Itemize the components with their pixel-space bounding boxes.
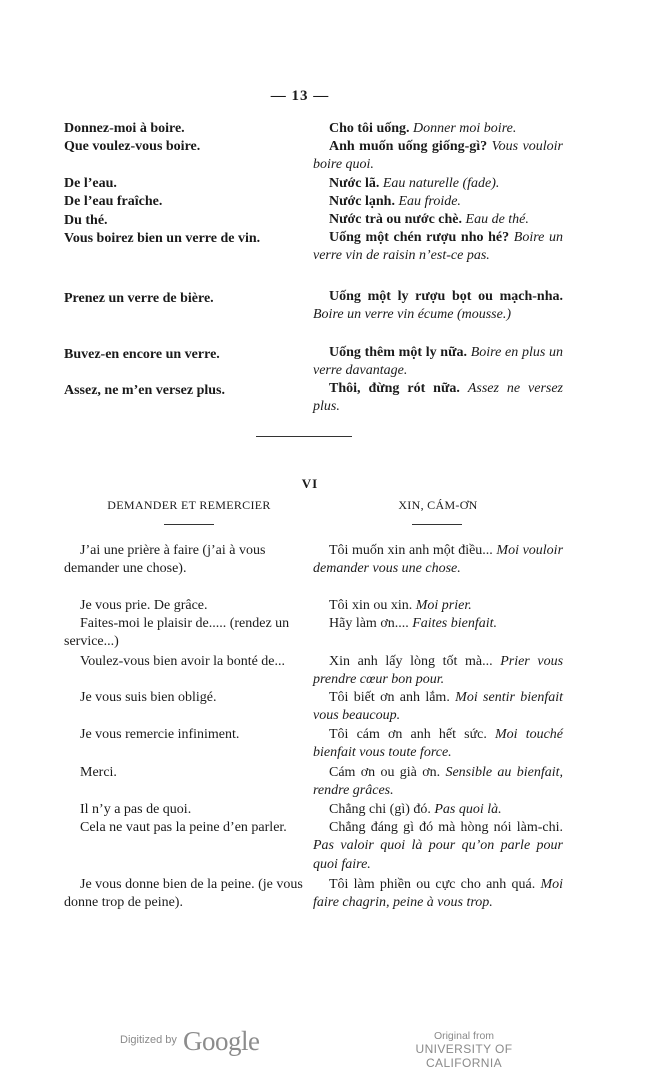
vn-entry: Tôi làm phiền ou cực cho anh quá. Moi faire chagrin, peine à vous trop. [313,877,563,911]
vn-entry: Hãy làm ơn.... Faites bienfait. [329,616,497,631]
section-number: VI [301,476,319,491]
french-line: Vous boirez bien un verre de vin. [64,230,261,246]
french-entry: Faites-moi le plaisir de..... (rendez un service...) [64,616,290,650]
vn-entry: Thôi, đừng rót nữa. Assez ne versez plus. [313,381,563,415]
vn-entry: Nước trà ou nước chè. Eau de thé. [329,212,529,227]
vn-entry: Xin anh lấy lòng tốt mà... Prier vous prendre cœur bon pour. [313,654,564,688]
heading-french: DEMANDER ET REMERCIER [107,498,271,512]
vn-entry: Tôi biết ơn anh lắm. Moi sentir bienfait vous beaucoup. [313,690,564,724]
vn-entry: Uống một ly rượu bọt ou mạch-nha. Boire un verre vin écume (mousse.) [313,289,563,323]
university-label: UNIVERSITY OF CALIFORNIA [415,1042,513,1070]
heading-vietnamese: XIN, CÁM-ƠN [398,498,478,512]
page-number: — 13 — [270,88,330,104]
vn-entry: Uống thêm một ly nữa. Boire en plus un verre davantage. [313,345,564,379]
vn-entry: Tôi muốn xin anh một điều... Moi vouloir demander vous une chose. [313,543,564,577]
french-entry: Je vous suis bien obligé. [80,690,217,705]
section1-french-column [64,120,314,157]
original-from-label: Original from [433,1030,495,1042]
digitized-by-label: Digitized by [120,1034,177,1046]
french-entry: Je vous prie. De grâce. [80,598,208,613]
vn-entry: Chẳng đáng gì đó mà hòng nói làm-chi. Pas valoir quoi là pour qu’on parle pour quoi faire. [313,820,563,872]
google-logo: Google [183,1026,260,1056]
vn-entry: Uống một chén rượu nho hé? Boire un verre vin de raisin n’est-ce pas. [313,230,564,264]
section1-french-group [64,175,314,248]
french-line: Que voulez-vous boire. [64,139,201,155]
french-line: De l’eau fraîche. [64,194,163,210]
vn-entry: Tôi xin ou xin. Moi prier. [329,598,472,613]
vn-entry: Nước lạnh. Eau froide. [329,194,461,209]
vn-entry: Chẳng chi (gì) đó. Pas quoi là. [329,802,502,817]
french-entry: J’ai une prière à faire (j’ai à vous demander une chose). [64,543,266,577]
french-entry: Merci. [80,765,117,780]
french-line: Donnez-moi à boire. [64,121,185,136]
french-entry: Je vous remercie infiniment. [80,727,240,742]
french-line: Assez, ne m’en versez plus. [64,383,225,398]
original-from-block [379,1030,549,1070]
vn-entry: Anh muốn uống giống-gì? Vous vouloir boire quoi. [313,139,564,173]
section-divider [256,436,352,437]
french-line: De l’eau. [64,176,117,191]
french-line: Prenez un verre de bière. [64,291,214,306]
french-entry: Voulez-vous bien avoir la bonté de... [80,654,286,669]
vn-entry: Cám ơn ou già ơn. Sensible au bienfait, rendre grâces. [313,765,564,799]
french-line: Buvez-en encore un verre. [64,347,220,362]
french-line: Du thé. [64,212,108,228]
french-entry: Il n’y a pas de quoi. [80,802,192,817]
french-entry: Je vous donne bien de la peine. (je vous donne trop de peine). [64,877,303,911]
heading-rule-french [164,524,214,525]
heading-rule-vietnamese [412,524,462,525]
vn-entry: Tôi cám ơn anh hết sức. Moi touché bienfait vous toute force. [313,727,564,761]
vn-entry: Cho tôi uống. Donner moi boire. [329,121,517,136]
vn-entry: Nước lã. Eau naturelle (fade). [329,176,500,191]
french-entry: Cela ne vaut pas la peine d’en parler. [80,820,287,835]
